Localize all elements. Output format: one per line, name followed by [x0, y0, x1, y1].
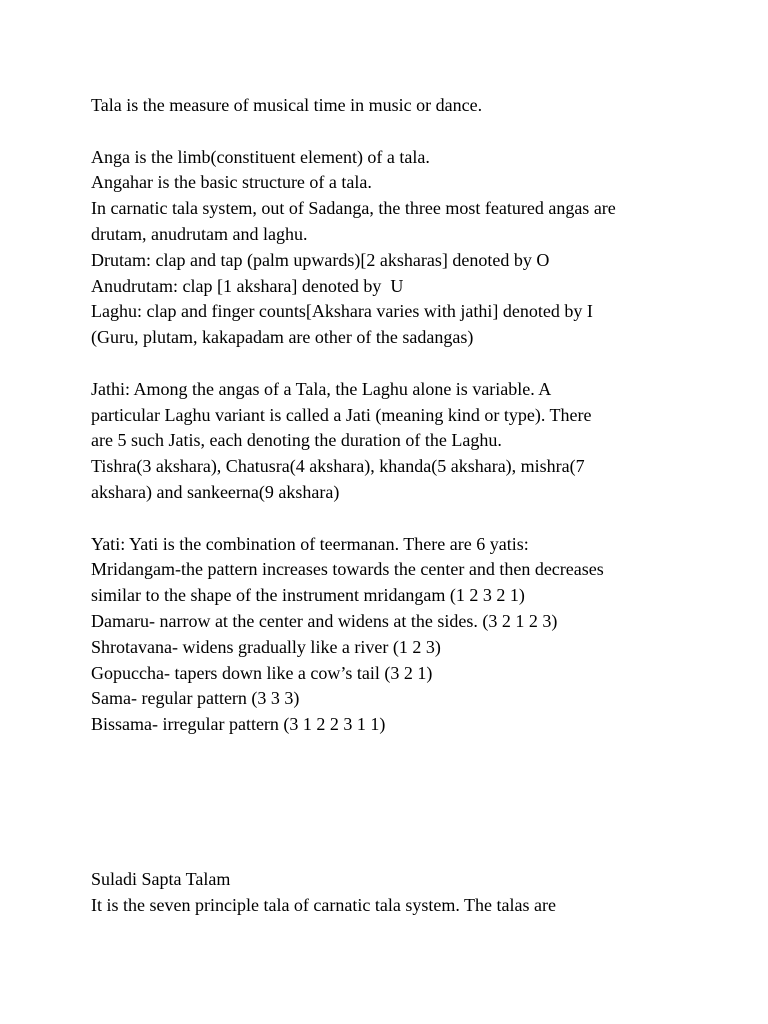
document-body — [91, 93, 741, 919]
yati-line: Shrotavana- widens gradually like a river (1 2 3) — [91, 636, 441, 657]
jathi-line: Jathi: Among the angas of a Tala, the Laghu alone is variable. A — [91, 378, 552, 399]
angas-paragraph — [91, 145, 741, 351]
jathi-line: Tishra(3 akshara), Chatusra(4 akshara), khanda(5 akshara), mishra(7 — [91, 456, 585, 477]
jathi-line: particular Laghu variant is called a Jati (meaning kind or type). There — [91, 404, 592, 425]
yati-line: Bissama- irregular pattern (3 1 2 2 3 1 1) — [91, 714, 386, 735]
suladi-line: It is the seven principle tala of carnatic tala system. The talas are — [91, 894, 556, 915]
jathi-paragraph — [91, 377, 741, 506]
angas-line: In carnatic tala system, out of Sadanga, the three most featured angas are — [91, 198, 616, 219]
paragraph-spacer — [91, 119, 741, 145]
angas-line: Angahar is the basic structure of a tala. — [91, 172, 372, 193]
jathi-line: akshara) and sankeerna(9 akshara) — [91, 481, 340, 502]
angas-line: drutam, anudrutam and laghu. — [91, 223, 308, 244]
intro-sentence: Tala is the measure of musical time in music or dance. — [91, 95, 483, 115]
angas-line: Anudrutam: clap [1 akshara] denoted by U — [91, 275, 404, 296]
yati-line: Damaru- narrow at the center and widens at the sides. (3 2 1 2 3) — [91, 610, 558, 631]
angas-line: Drutam: clap and tap (palm upwards)[2 aksharas] denoted by O — [91, 249, 550, 270]
angas-line: Laghu: clap and finger counts[Akshara varies with jathi] denoted by I — [91, 301, 593, 322]
yati-line: Mridangam-the pattern increases towards the center and then decreases — [91, 559, 604, 580]
suladi-section — [91, 867, 741, 919]
jathi-line: are 5 such Jatis, each denoting the duration of the Laghu. — [91, 430, 502, 451]
section-spacer — [91, 738, 741, 867]
yati-line: similar to the shape of the instrument mridangam (1 2 3 2 1) — [91, 585, 525, 606]
angas-line: Anga is the limb(constituent element) of a tala. — [91, 146, 430, 167]
paragraph-spacer — [91, 351, 741, 377]
yati-line: Yati: Yati is the combination of teermanan. There are 6 yatis: — [91, 533, 529, 554]
paragraph-spacer — [91, 506, 741, 532]
yati-paragraph — [91, 532, 741, 738]
yati-line: Gopuccha- tapers down like a cow’s tail (3 2 1) — [91, 662, 433, 683]
yati-line: Sama- regular pattern (3 3 3) — [91, 688, 300, 709]
suladi-heading: Suladi Sapta Talam — [91, 868, 231, 889]
angas-line: (Guru, plutam, kakapadam are other of the sadangas) — [91, 327, 474, 348]
